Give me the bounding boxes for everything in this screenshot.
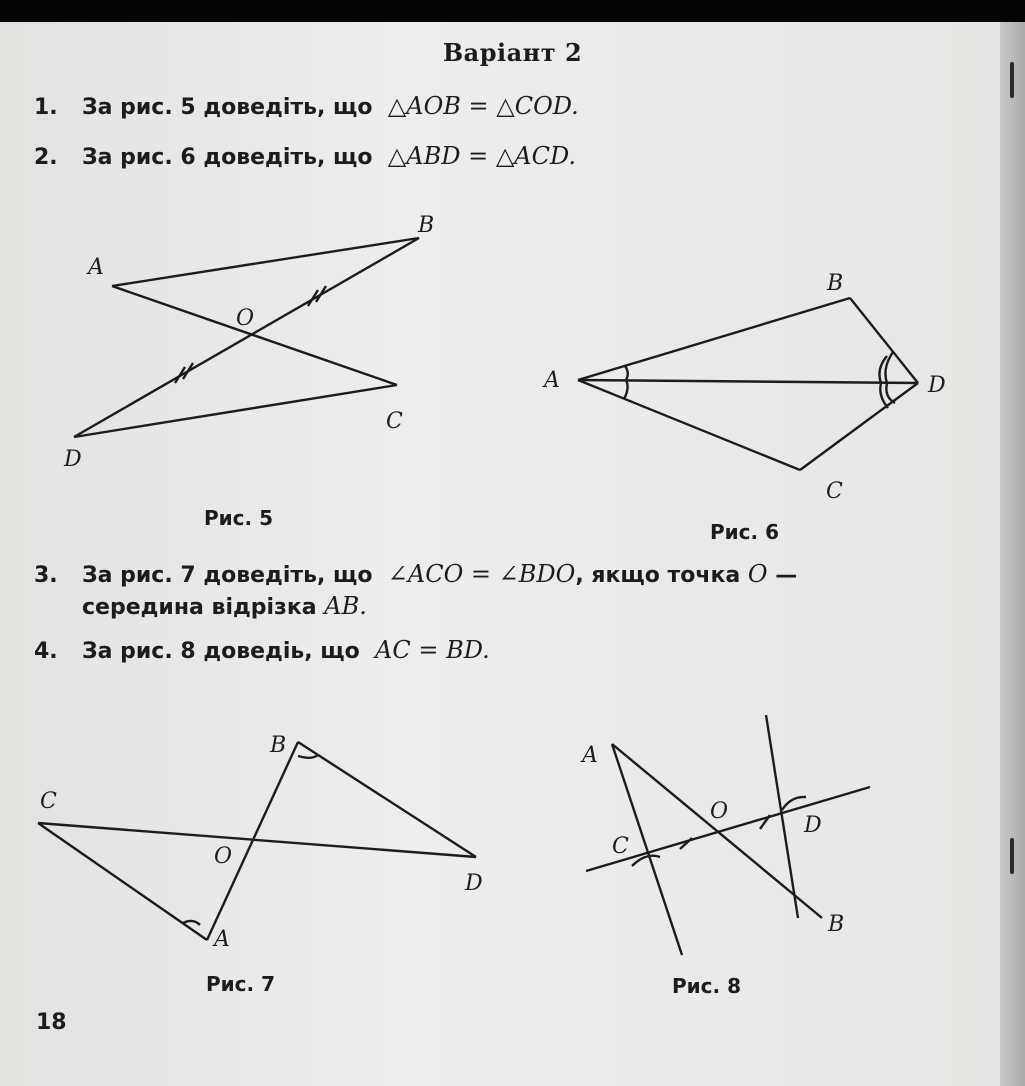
label-O: O	[236, 306, 255, 331]
label-C: C	[40, 789, 57, 814]
task-text-line2: середина відрізка	[82, 595, 317, 620]
task-formula: ∠ACO = ∠BDO	[387, 560, 576, 588]
label-O: O	[214, 844, 233, 869]
label-C: C	[386, 409, 403, 434]
task-text: За рис. 7 доведіть, що	[82, 563, 373, 588]
task-point: O	[747, 560, 768, 588]
task-number: 3.	[34, 563, 58, 588]
label-C: C	[612, 834, 629, 859]
label-D: D	[928, 373, 946, 398]
task-dash: —	[775, 563, 798, 588]
task-number: 2.	[34, 145, 58, 170]
task-number: 1.	[34, 95, 58, 120]
page-edge-mark	[1010, 838, 1014, 874]
figure-5-caption: Рис. 5	[204, 506, 274, 530]
task-formula: △ABD = △ACD.	[387, 142, 576, 170]
label-A: A	[214, 927, 230, 952]
task-text: За рис. 5 доведіть, що	[82, 95, 373, 120]
task-text: За рис. 8 доведіь, що	[82, 639, 360, 664]
label-A: A	[544, 368, 560, 393]
label-B: B	[270, 733, 287, 758]
label-D: D	[804, 813, 822, 838]
label-D: D	[64, 447, 82, 472]
label-D: D	[465, 871, 483, 896]
task-text: За рис. 6 доведіть, що	[82, 145, 373, 170]
figure-7-caption: Рис. 7	[206, 972, 276, 996]
task-number: 4.	[34, 639, 58, 664]
label-C: C	[826, 479, 843, 504]
page-edge-mark	[1010, 62, 1014, 98]
label-O: O	[710, 799, 729, 824]
label-B: B	[827, 271, 844, 296]
label-A: A	[88, 255, 104, 280]
task-formula: △AOB = △COD.	[387, 92, 579, 120]
variant-title: Варіант 2	[442, 38, 583, 67]
task-formula: AC = BD.	[375, 636, 490, 664]
figure-8-caption: Рис. 8	[672, 974, 742, 998]
page-edge	[1000, 22, 1025, 1086]
task-tail: , якщо точка	[575, 563, 741, 588]
label-B: B	[828, 912, 845, 937]
label-A: A	[582, 743, 598, 768]
figure-6-caption: Рис. 6	[710, 520, 780, 544]
task-segment: AB.	[324, 592, 367, 620]
label-B: B	[418, 213, 435, 238]
page-number: 18	[36, 1010, 67, 1035]
